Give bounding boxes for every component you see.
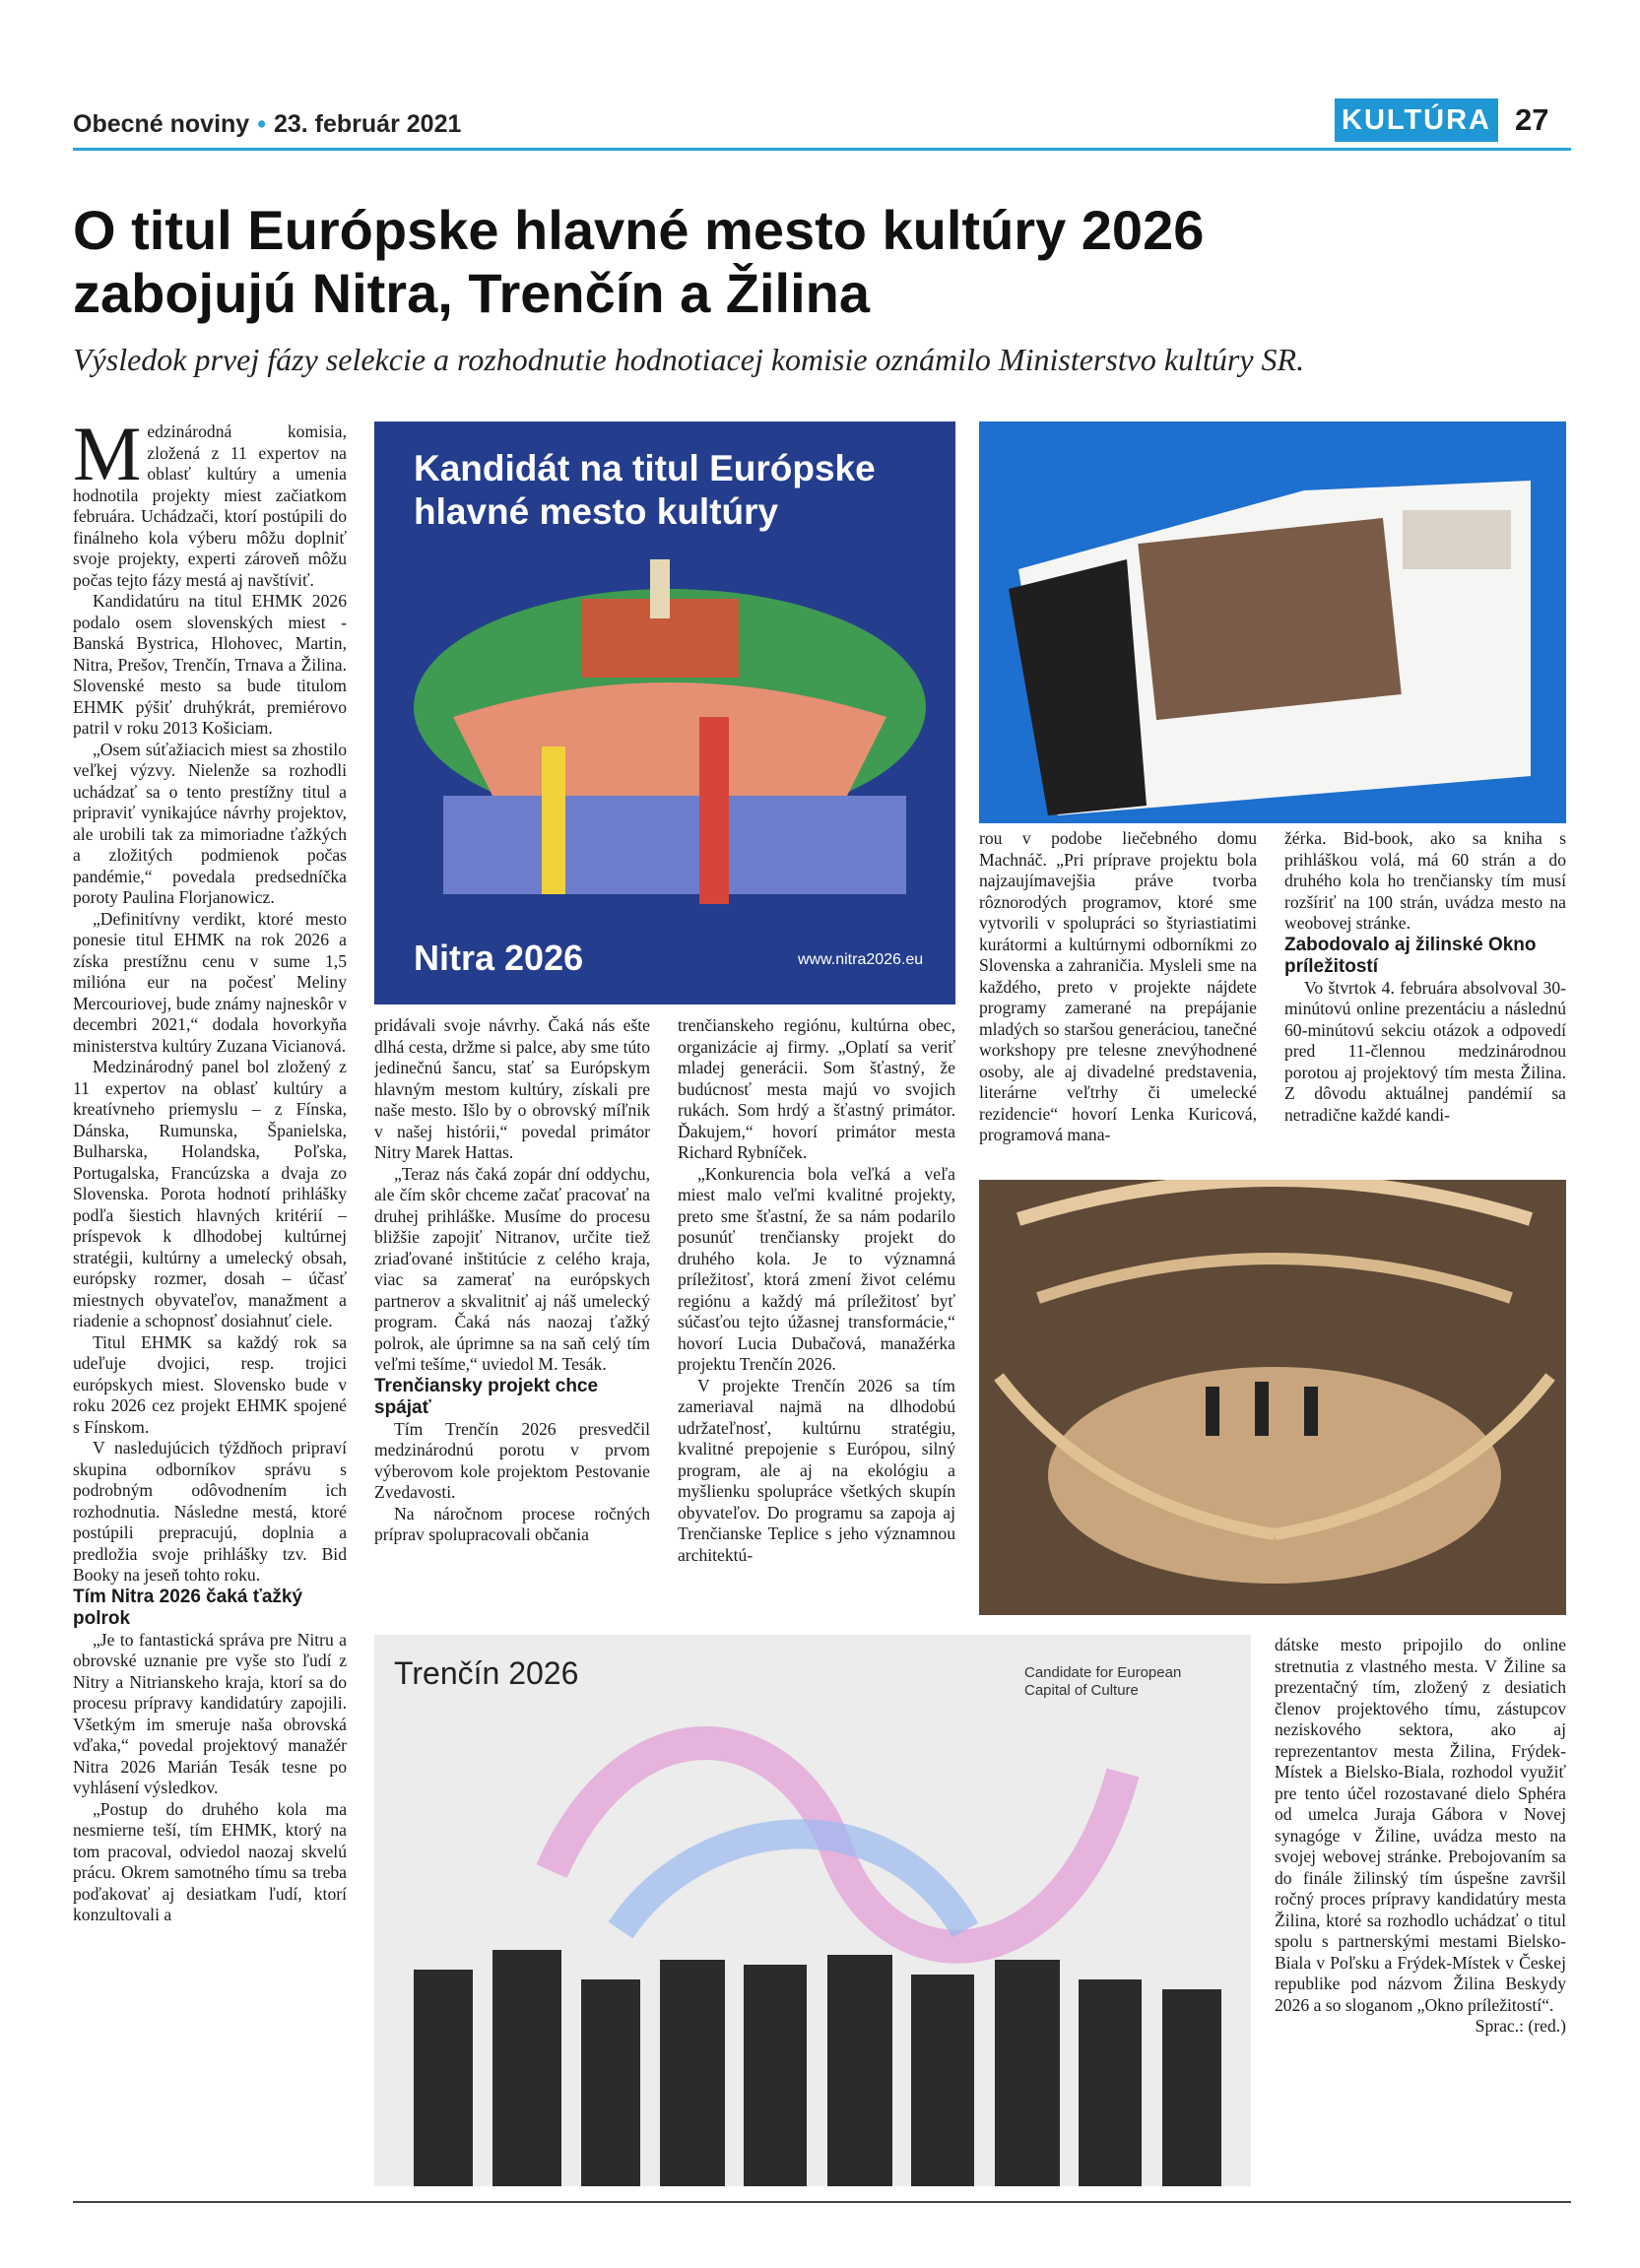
separator-dot: • (257, 110, 266, 138)
column-2 (374, 1015, 650, 1626)
paragraph: dátske mesto pripojilo do online stretnutia z vlastného mesta. V Žiline sa prezentačný tím, zložený z desiatich členov projektového tímu, zástupcov neziskového sektora, ako aj reprezentantov mesta Žilina, Frýdek-Místek a Bielsko-Biala, rozhodol využiť pre tento účel rozostavané dielo Sphéra od umelca Juraja Gábora v Novej synagóge v Žiline, uvádza mesto na svojej webovej stránke. Prebojovaním sa do finále žilinský tím úspešne završil ročný proces prípravy kandidatúry mesta Žilina, ktoré sa rozhodlo uchádzať o titul spolu s partnerskými mestami Bielsko-Biala v Poľsku a Frýdek-Místek v Českej republike pod názvom Žilina Beskydy 2026 a so sloganom „Okno príležitostí“. (1275, 1635, 1566, 2015)
nitra-poster-image (374, 421, 955, 1004)
signature: Sprac.: (red.) (1475, 2016, 1566, 2036)
section-label: KULTÚRA (1335, 98, 1498, 142)
paragraph: Na náročnom procese ročných príprav spolupracovali občania (374, 1503, 650, 1544)
paper-name: Obecné noviny (73, 110, 250, 138)
headline-line-1: O titul Európske hlavné mesto kultúry 2026 (73, 199, 1205, 261)
issue-date: 23. február 2021 (273, 110, 462, 138)
paragraph: Medzinárodný panel bol zložený z 11 expertov na oblasť kultúry a kreatívneho priemyslu – z Fínska, Dánska, Rumunska, Španielska, Bulharska, Holandska, Poľska, Portugalska, Francúzska a dvaja zo Slovenska. Porota hodnotí prihlášky podľa šiestich hlavných kritérií – príspevok k dlhodobej kultúrnej stratégii, kultúrny a umelecký obsah, európsky rozmer, dosah – účasť miestnych obyvateľov, manažment a riadenie a schopnosť dosiahnuť ciele. (73, 1057, 347, 1330)
sphera-sculpture-photo (979, 1180, 1566, 1615)
bottom-rule (73, 2201, 1571, 2203)
page-number: 27 (1515, 102, 1549, 137)
paragraph: V nasledujúcich týždňoch pripraví skupina odborníkov správu s podrobným odôvodnením ich rozhodnutia. Následne mestá, ktoré postúpili prepracujú, doplnia a predložia svoje prihlášky tzv. Bid Booky na jeseň tohto roku. (73, 1438, 347, 1585)
column-3 (678, 1015, 955, 1626)
group-photo-city-label: Trenčín 2026 (394, 1655, 579, 1691)
paragraph: trenčianskeho regiónu, kultúrna obec, organizácie aj firmy. „Oplatí sa veriť mladej generácii. Som šťastný, že budúcnosť mesta majú vo svojich rukách. Som hrdý a šťastný primátor. Ďakujem,“ hovorí primátor mesta Richard Rybníček. (678, 1015, 955, 1162)
column-1 (73, 421, 347, 2140)
paragraph: Kandidatúru na titul EHMK 2026 podalo osem slovenských miest - Banská Bystrica, Hlohovec, Martin, Nitra, Prešov, Trenčín, Trnava a Žilina. Slovenské mesto sa bude titulom EHMK pýšiť druhýkrát, premiérovo patril v roku 2013 Košiciam. (73, 591, 347, 738)
paragraph: „Osem súťažiacich miest sa zhostilo veľkej výzvy. Nielenže sa rozhodli uchádzať sa o tento prestížny titul a pripraviť vynikajúce návrhy projektov, ale urobili tak za mimoriadne ťažkých a zložitých podmienok počas pandémie,“ povedala predsedníčka poroty Paulina Florjanowicz. (73, 739, 347, 907)
paragraph: žérka. Bid-book, ako sa kniha s prihláškou volá, má 60 strán a do druhého kola ho trenčiansky tím musí rozšíriť na 100 strán, uvádza mesto na weobovej stránke. (1284, 828, 1566, 933)
paragraph (73, 421, 347, 591)
column-4 (1284, 828, 1566, 1173)
subheading-zilina: Zabodovalo aj žilinské Okno príležitostí (1284, 934, 1537, 977)
paragraph: pridávali svoje návrhy. Čaká nás ešte dlhá cesta, držme si palce, aby sme túto jedinečnú šancu, stať sa Európskym hlavným mestom kultúry, získali pre naše mesto. Išlo by o obrovský míľnik v našej histórii,“ povedal primátor Nitry Marek Hattas. (374, 1015, 650, 1162)
paragraph: Tím Trenčín 2026 presvedčil medzinárodnú porotu v prvom výberovom kole projektom Pestovanie Zvedavosti. (374, 1418, 650, 1502)
paragraph: Vo štvrtok 4. februára absolvoval 30-minútovú online prezentáciu a následnú 60-minútovú sekciu otázok a odpovedí pred 11-člennou medzinárodnou porotou aj projektový tím mesta Žilina. Z dôvodu aktuálnej pandémií sa netradične každé kandi- (1284, 977, 1566, 1125)
column-4-continued (1275, 1635, 1566, 2191)
top-rule (73, 148, 1571, 151)
paragraph: „Postup do druhého kola ma nesmierne teší, tím EHMK, ktorý na tom pracoval, odviedol naozaj skvelú prácu. Okrem samotného tímu sa treba poďakovať aj desiatkam ľudí, ktorí konzultovali a (73, 1798, 347, 1924)
sculpture-illustration (979, 1180, 1566, 1615)
paragraph: „Teraz nás čaká zopár dní oddychu, ale čím skôr chceme začať pracovať na druhej prihláške. Musíme do procesu bližšie zapojiť Nitranov, určite tiež zriaďované inštitúcie z celého kraja, viac sa zamerať na európskych partnerov a skvalitniť aj náš umelecký program. Čaká nás naozaj ťažký polrok, ale úprimne sa na saň celý tím veľmi tešíme,“ uviedol M. Tesák. (374, 1163, 650, 1374)
masthead (73, 110, 461, 139)
bid-book-photo (979, 421, 1566, 823)
book-illustration (979, 421, 1566, 823)
headline-line-2: zabojujú Nitra, Trenčín a Žilina (73, 262, 871, 324)
paragraph: V projekte Trenčín 2026 sa tím zameriaval najmä na dlhodobú udržateľnosť, kultúrnu stratégiu, kvalitné prepojenie s Európou, silný program, ale aj na ekológiu a myšlienku spolupráce všetkých skupín obyvateľov. Do programu sa zapoja aj Trenčianske Teplice s jeho významnou architektú- (678, 1375, 955, 1565)
paragraph: „Je to fantastická správa pre Nitru a obrovské uznanie pre vyše sto ľudí z Nitry a Nitrianskeho kraja, ktorí sa do procesu prípravy kandidatúry zapojili. Všetkým im smeruje naša obrovská vďaka,“ povedal projektový manažér Nitra 2026 Marián Tesák tesne po vyhlásení výsledkov. (73, 1629, 347, 1797)
paragraph: Titul EHMK sa každý rok sa udeľuje dvojici, resp. trojici európskych miest. Slovensko bude v roku 2026 cez projekt EHMK spojené s Fínskom. (73, 1331, 347, 1437)
poster-city: Nitra 2026 (414, 938, 584, 978)
poster-title: Kandidát na titul Európske hlavné mesto kultúry (414, 448, 876, 532)
deck: Výsledok prvej fázy selekcie a rozhodnutie hodnotiacej komisie oznámilo Ministerstvo kultúry SR. (73, 342, 1305, 377)
column-3-continued (979, 828, 1257, 1173)
drop-cap: M (73, 421, 142, 496)
subheading-nitra: Tím Nitra 2026 čaká ťažký polrok (73, 1586, 303, 1629)
group-photo-candidate-label: Candidate for European Capital of Culture (1024, 1664, 1182, 1699)
subheading-trencin: Trenčiansky projekt chce spájať (374, 1375, 599, 1418)
paragraph: „Konkurencia bola veľká a veľa miest malo veľmi kvalitné projekty, preto sme šťastní, že sa nám podarilo posunúť trenčiansky projekt do druhého kola. Je to významná príležitosť, ktorá zmení život celému regiónu a každý má príležitosť byť súčasťou tejto úžasnej transformácie,“ hovorí Lucia Dubačová, manažérka projektu Trenčín 2026. (678, 1163, 955, 1374)
paragraph: „Definitívny verdikt, ktoré mesto ponesie titul EHMK na rok 2026 a získa prestížnu cenu v sume 1,5 milióna eur na počesť Meliny Mercouriovej, bude známy najneskôr v decembri 2021,“ dodala hovorkyňa ministerstva kultúry Zuzana Vicianová. (73, 908, 347, 1056)
trencin-team-photo (374, 1635, 1251, 2186)
headline (73, 199, 1550, 325)
group-illustration (374, 1635, 1251, 2186)
poster-url: www.nitra2026.eu (798, 951, 924, 968)
paragraph: rou v podobe liečebného domu Machnáč. „Pri príprave projektu bola najzaujímavejšia práve tvorba rôznorodých programov, ktoré sme vytvorili v spolupráci so štyriastiatimi kurátormi a kultúrnymi odborníkmi zo Slovenska a zahraničia. Mysleli sme na každého, preto v projekte nájdete programy zamerané na prepájanie mladých so staršou generáciou, tanečné workshopy pre telesne znevýhodnené osoby, ale aj divadelné predstavenia, literárne veľtrhy či umelecké rezidencie“ hovorí Lenka Kuricová, programová mana- (979, 828, 1257, 1144)
paragraph-text: edzinárodná komisia, zložená z 11 expertov na oblasť kultúry a umenia hodnotila projekty miest začiatkom februára. Uchádzači, ktorí postúpili do finálneho kola výberu môžu doplniť svoje projekty, experti zároveň môžu počas tejto fázy mestá aj navštíviť. (73, 421, 347, 590)
